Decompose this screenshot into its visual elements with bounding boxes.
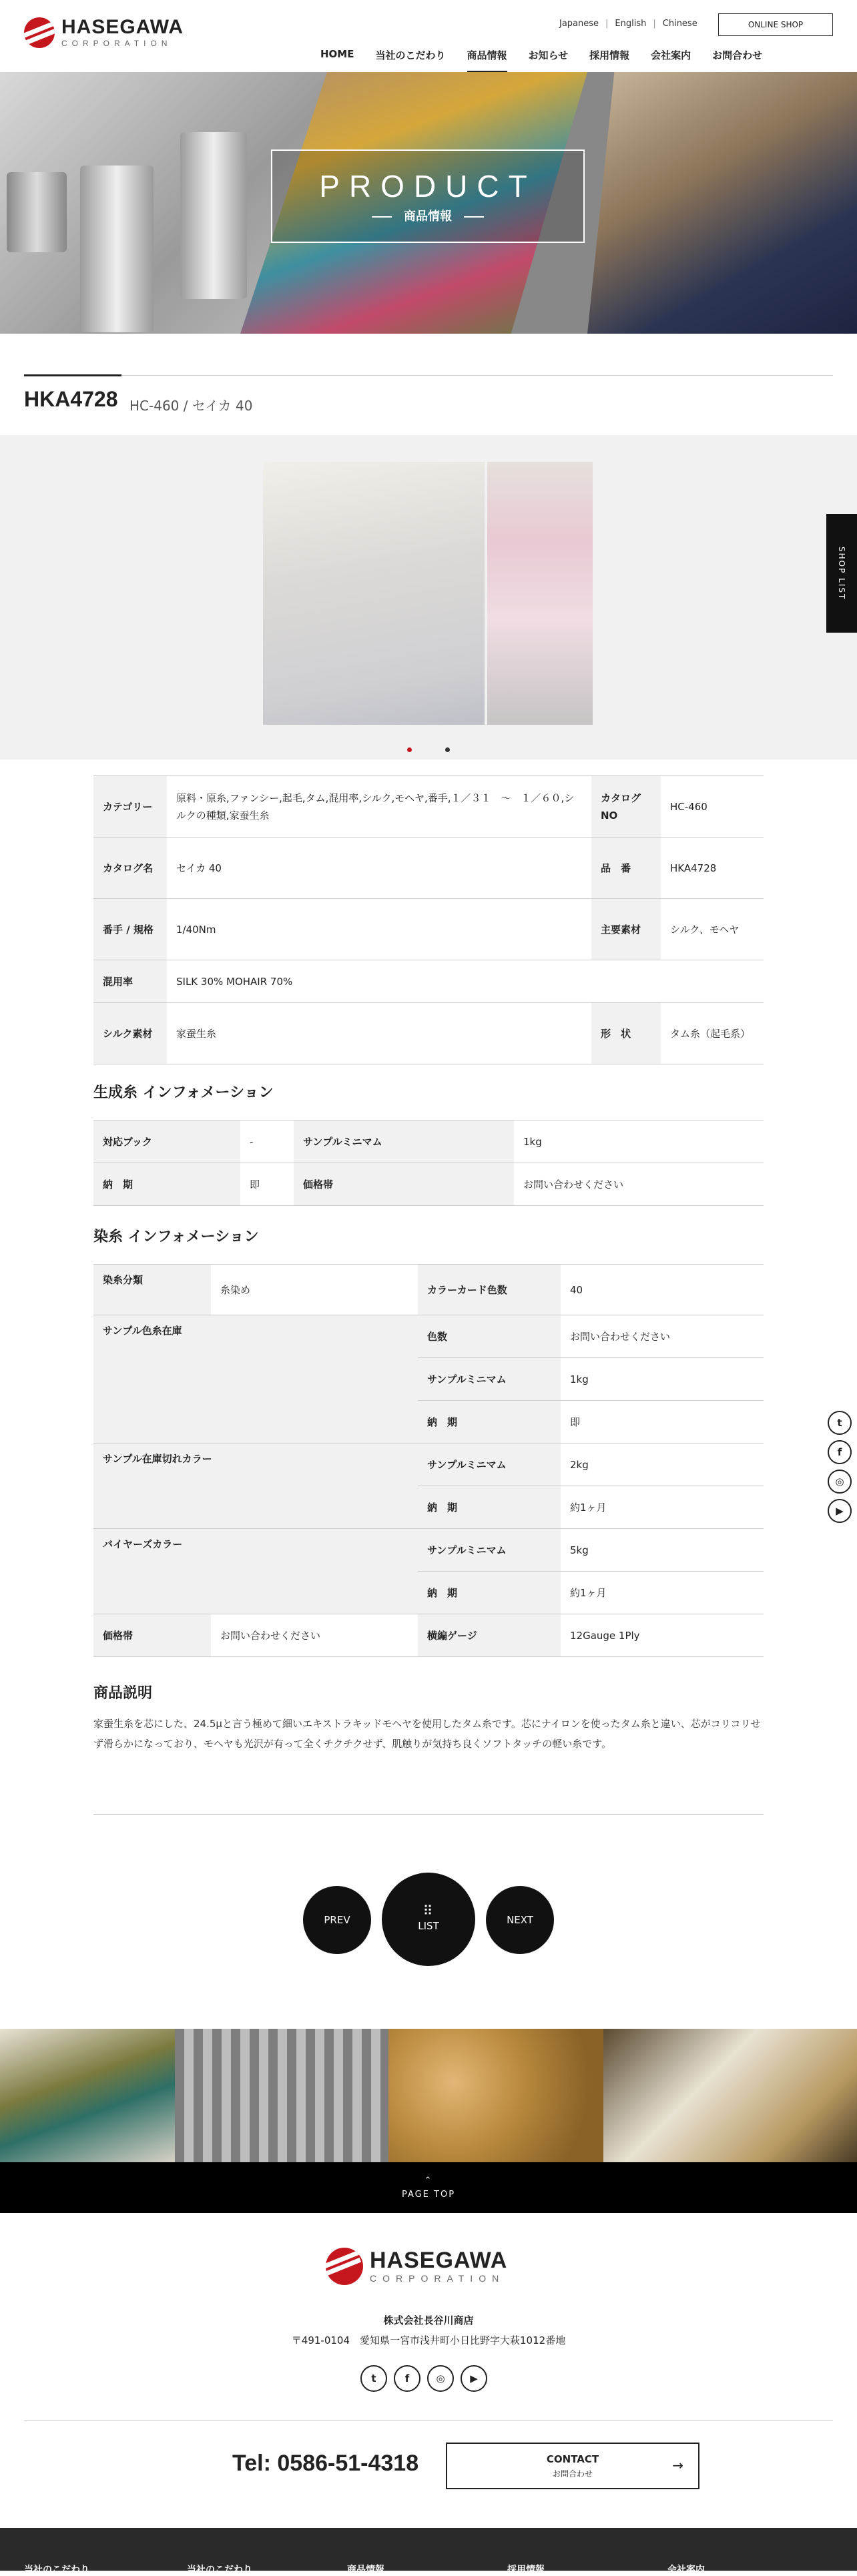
photo-strip <box>0 2029 857 2162</box>
table-row <box>93 776 764 838</box>
description-text: 家蚕生糸を芯にした、24.5μと言う極めて細いエキストラキッドモヘヤを使用したタム糸です。芯にナイロンを使ったタム糸と違い、芯がコリコリせず滑らかになっており、モヘヤも光沢が有って全くチクチクせず、肌触りが気持ち良くソフトタッチの軽い糸です。 <box>93 1718 761 1750</box>
footer-logo[interactable] <box>326 2248 507 2285</box>
spec-catalog-no-label: カタログNO <box>591 776 661 838</box>
lang-english[interactable]: English <box>615 19 647 29</box>
table-row <box>93 1443 764 1486</box>
photo-cocoons <box>388 2029 603 2162</box>
raw-term-value: 即 <box>240 1163 294 1206</box>
next-label: NEXT <box>507 1914 533 1926</box>
table-row <box>93 838 764 899</box>
dyed-table <box>93 1264 764 1657</box>
footer-link-3[interactable]: 商品情報 <box>347 2565 384 2575</box>
raw-min-label: サンプルミニマム <box>294 1120 514 1163</box>
logo[interactable] <box>24 17 184 48</box>
spec-table <box>93 775 764 1064</box>
table-row <box>93 960 764 1003</box>
dyed-out-min-label: サンプルミニマム <box>418 1443 561 1486</box>
table-row <box>93 1265 764 1315</box>
nav-recruit[interactable]: 採用情報 <box>589 49 630 61</box>
table-row <box>93 1614 764 1657</box>
footer-link-4[interactable]: 採用情報 <box>507 2565 545 2575</box>
description-heading: 商品説明 <box>93 1685 153 1702</box>
prev-label: PREV <box>324 1914 350 1926</box>
spec-category-value: 原料・原糸,ファンシー,起毛,タム,混用率,シルク,モヘヤ,番手,１／３１ ～ １／６０,シルクの種類,家蚕生糸 <box>167 776 591 838</box>
dyed-colorcard-label: カラーカード色数 <box>418 1265 561 1315</box>
raw-book-value: - <box>240 1120 294 1163</box>
hero-photo-knit <box>587 72 857 334</box>
dyed-price-label: 価格帯 <box>93 1614 211 1657</box>
spec-catalog-name-value: セイカ 40 <box>167 838 591 899</box>
facebook-icon[interactable]: f <box>828 1440 852 1464</box>
footer-link-2[interactable]: 当社のこだわり <box>187 2565 252 2575</box>
spec-blend-label: 混用率 <box>93 960 167 1003</box>
list-button[interactable] <box>382 1873 475 1966</box>
dyed-stock-label: サンプル色糸在庫 <box>93 1315 418 1443</box>
dyed-gauge-value: 12Gauge 1Ply <box>561 1614 764 1657</box>
shop-list-tab[interactable] <box>826 514 857 633</box>
raw-heading: 生成糸 インフォメーション <box>93 1084 274 1101</box>
dyed-class-value: 糸染め <box>211 1265 418 1315</box>
grid-icon: ⠿ <box>422 1903 435 1919</box>
nav-product[interactable]: 商品情報 <box>457 48 518 72</box>
side-sns <box>828 1411 852 1523</box>
dyed-colors-label: 色数 <box>418 1315 561 1358</box>
dyed-stock-term-label: 納 期 <box>418 1401 561 1443</box>
raw-min-value: 1kg <box>514 1120 764 1163</box>
spec-hinban-value: HKA4728 <box>661 838 764 899</box>
footer-logo-sub: CORPORATION <box>370 2273 505 2284</box>
nav-kodawari[interactable]: 当社のこだわり <box>375 49 446 61</box>
nav-news[interactable]: お知らせ <box>528 49 569 61</box>
dyed-colorcard-value: 40 <box>561 1265 764 1315</box>
language-switch: Japanese | English | Chinese <box>559 19 697 29</box>
prev-button[interactable] <box>303 1886 371 1954</box>
list-label: LIST <box>418 1920 439 1932</box>
spec-count-label: 番手 / 規格 <box>93 899 167 960</box>
raw-book-label: 対応ブック <box>93 1120 240 1163</box>
product-photo-yarn[interactable] <box>487 462 593 725</box>
raw-table <box>93 1120 764 1206</box>
nav-contact[interactable]: お問合わせ <box>712 49 763 61</box>
product-gallery <box>0 435 857 759</box>
description-divider <box>93 1814 764 1815</box>
site-header <box>0 0 857 72</box>
youtube-icon[interactable]: ▶ <box>461 2365 487 2392</box>
footer-logo-name: HASEGAWA <box>370 2248 508 2273</box>
dyed-colors-value: お問い合わせください <box>561 1315 764 1358</box>
raw-price-value: お問い合わせください <box>514 1163 764 1206</box>
next-button[interactable] <box>486 1886 554 1954</box>
footer-sitemap <box>0 2528 857 2575</box>
spec-shape-label: 形 状 <box>591 1003 661 1064</box>
footer-logo-mark-icon <box>326 2248 363 2285</box>
nav-home[interactable]: HOME <box>320 48 354 60</box>
footer-link-5[interactable]: 会社案内 <box>667 2565 705 2575</box>
dyed-out-term-value: 約1ヶ月 <box>561 1486 764 1529</box>
spec-hinban-label: 品 番 <box>591 838 661 899</box>
contact-label-jp: お問合わせ <box>552 2469 593 2479</box>
hero-title: PRODUCT <box>319 169 537 204</box>
dyed-gauge-label: 横編ゲージ <box>418 1614 561 1657</box>
table-row <box>93 1529 764 1572</box>
dyed-buyers-min-label: サンプルミニマム <box>418 1529 561 1572</box>
dyed-heading: 染糸 インフォメーション <box>93 1229 259 1245</box>
contact-label-en: CONTACT <box>546 2453 599 2465</box>
dyed-buyers-term-value: 約1ヶ月 <box>561 1572 764 1614</box>
youtube-icon[interactable]: ▶ <box>828 1499 852 1523</box>
instagram-icon[interactable]: ◎ <box>427 2365 454 2392</box>
raw-term-label: 納 期 <box>93 1163 240 1206</box>
spec-silk-value: 家蚕生糸 <box>167 1003 591 1064</box>
product-photo-fabric[interactable] <box>263 462 485 725</box>
page-top-arrow-icon: ⌃ <box>424 2176 433 2186</box>
logo-name: HASEGAWA <box>61 16 184 38</box>
dyed-buyers-min-value: 5kg <box>561 1529 764 1572</box>
spec-category-label: カテゴリー <box>93 776 167 838</box>
photo-boxes <box>603 2029 857 2162</box>
facebook-icon[interactable]: f <box>394 2365 420 2392</box>
dyed-out-term-label: 納 期 <box>418 1486 561 1529</box>
spec-material-label: 主要素材 <box>591 899 661 960</box>
twitter-icon[interactable]: t <box>828 1411 852 1435</box>
title-divider-accent <box>24 374 121 376</box>
contact-button[interactable] <box>446 2443 699 2489</box>
dyed-buyers-term-label: 納 期 <box>418 1572 561 1614</box>
online-shop-label: ONLINE SHOP <box>748 20 804 29</box>
company-name: 株式会社長谷川商店 <box>383 2314 474 2326</box>
company-address: 〒491-0104 愛知県一宮市浅井町小日比野字大萩1012番地 <box>291 2334 566 2346</box>
table-row <box>93 1315 764 1358</box>
phone-number[interactable]: Tel: 0586-51-4318 <box>232 2451 419 2476</box>
footer-link-1[interactable]: 当社のこだわり <box>24 2565 89 2575</box>
spec-material-value: シルク、モヘヤ <box>661 899 764 960</box>
lang-chinese[interactable]: Chinese <box>662 19 697 29</box>
twitter-icon[interactable]: t <box>360 2365 387 2392</box>
product-subtitle: HC-460 / セイカ 40 <box>129 398 253 414</box>
dyed-price-value: お問い合わせください <box>211 1614 418 1657</box>
spec-count-value: 1/40Nm <box>167 899 591 960</box>
gallery-dots <box>0 742 857 755</box>
lang-japanese[interactable]: Japanese <box>559 19 599 29</box>
photo-factory <box>175 2029 388 2162</box>
raw-price-label: 価格帯 <box>294 1163 514 1206</box>
dyed-out-label: サンプル在庫切れカラー <box>93 1443 418 1529</box>
logo-mark-icon <box>24 17 55 48</box>
table-row <box>93 1003 764 1064</box>
title-divider <box>24 375 833 376</box>
dyed-buyers-label: バイヤーズカラー <box>93 1529 418 1614</box>
photo-knitwear <box>0 2029 175 2162</box>
dyed-stock-min-value: 1kg <box>561 1358 764 1401</box>
spec-blend-value: SILK 30% MOHAIR 70% <box>167 960 764 1003</box>
hero-subtitle: 商品情報 <box>404 210 452 224</box>
online-shop-button[interactable] <box>718 13 833 36</box>
page-top-button[interactable] <box>0 2162 857 2213</box>
shop-list-label: SHOP LIST <box>837 546 846 601</box>
nav-company[interactable]: 会社案内 <box>651 49 691 61</box>
product-code: HKA4728 <box>24 387 118 411</box>
hero-title-box <box>271 149 585 243</box>
gallery-dot-1[interactable] <box>407 747 412 752</box>
instagram-icon[interactable]: ◎ <box>828 1470 852 1494</box>
gallery-dot-2[interactable] <box>445 747 450 752</box>
dyed-stock-term-value: 即 <box>561 1401 764 1443</box>
hero-banner <box>0 72 857 334</box>
spec-catalog-name-label: カタログ名 <box>93 838 167 899</box>
dyed-out-min-value: 2kg <box>561 1443 764 1486</box>
spec-catalog-no-value: HC-460 <box>661 776 764 838</box>
footer-sns <box>360 2365 487 2392</box>
page-top-label: PAGE TOP <box>401 2190 456 2200</box>
table-row <box>93 1163 764 1206</box>
arrow-right-icon: → <box>672 2457 683 2473</box>
table-row <box>93 1120 764 1163</box>
main-nav <box>310 48 773 72</box>
spec-shape-value: タム糸（起毛系） <box>661 1003 764 1064</box>
dyed-class-label: 染糸分類 <box>93 1265 211 1315</box>
footer-divider <box>24 2420 833 2421</box>
logo-sub: CORPORATION <box>61 39 172 48</box>
dyed-stock-min-label: サンプルミニマム <box>418 1358 561 1401</box>
table-row <box>93 899 764 960</box>
spec-silk-label: シルク素材 <box>93 1003 167 1064</box>
